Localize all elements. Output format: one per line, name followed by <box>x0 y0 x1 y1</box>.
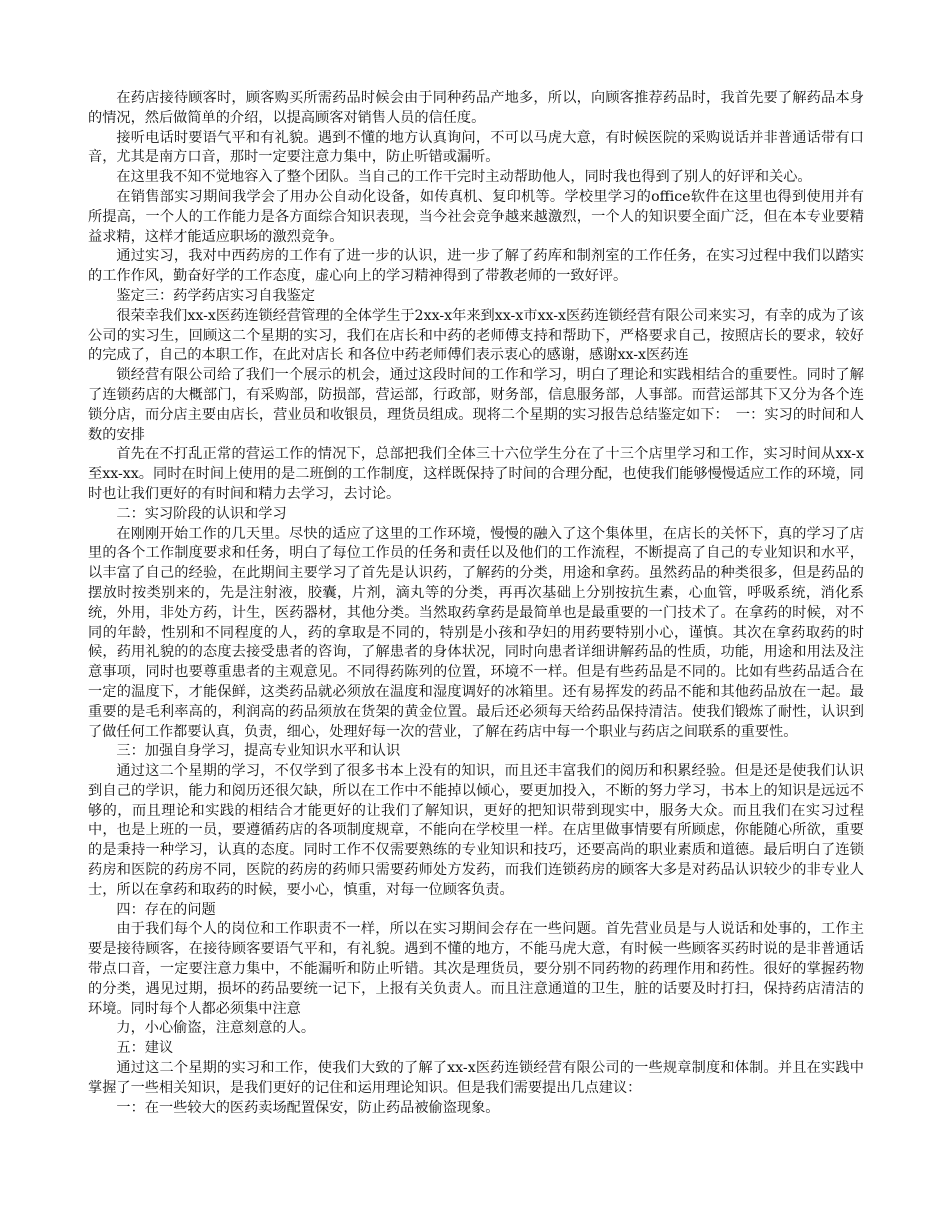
paragraph-practice-summary: 通过实习，我对中西药房的工作有了进一步的认识，进一步了解了药库和制剂室的工作任务，在实习过程中我们以踏实的工作作风，勤奋好学的工作态度，虚心向上的学习精神得到了带教老师的一致好评。 <box>88 248 864 285</box>
paragraph-schedule: 首先在不打乱正常的营运工作的情况下，总部把我们全体三十六位学生分在了十三个店里学习和工作，实习时间从xx-x至xx-xx。同时在时间上使用的是二班倒的工作制度，这样既保持了时间的合理分配，也使我们能够慢慢适应工作的环境，同时也让我们更好的有时间和精力去学习，去讨论。 <box>88 446 864 502</box>
paragraph-suggestion-one: 一：在一些较大的医药卖场配置保安，防止药品被偷盗现象。 <box>116 1099 500 1116</box>
section-heading-two: 二：实习阶段的认识和学习 <box>116 505 287 522</box>
paragraph-office: 在销售部实习期间我学会了用办公自动化设备，如传真机、复印机等。学校里学习的office软件在这里也得到使用并有所提高，一个人的工作能力是各方面综合知识表现，当今社会竞争越来越激烈，一个人的知识要全面广泛，但在本专业要精益求精，这样才能适应职场的激烈竞争。 <box>88 188 864 245</box>
paragraph-suggestions: 通过这二个星期的实习和工作，使我们大致的了解了xx-x医药连锁经营有限公司的一些规章制度和体制。并且在实践中掌握了一些相关知识，是我们更好的记住和运用理论知识。但是我们需要提出几点建议： <box>88 1060 864 1096</box>
paragraph-learning: 在刚刚开始工作的几天里。尽快的适应了这里的工作环境，慢慢的融入了这个集体里，在店长的关怀下，真的学习了店里的各个工作制度要求和任务，明白了每位工作员的任务和责任以及他们的工作流程，不断提高了自己的专业知识和水平，以丰富了自己的经验，在此期间主要学习了首先是认识药，了解药的分类，用途和拿药。虽然药品的种类很多，但是药品的摆放时按类别来的，先是注射液，胶囊，片剂，滴丸等的分类，再再次基础上分别按抗生素，心血管，呼吸系统，消化系统，外用，非处方药，计生，医药器材，其他分类。当然取药拿药是最简单也是最重要的一门技术了。在拿药的时候，对不同的年龄，性别和不同程度的人，药的拿取是不同的，特别是小孩和孕妇的用药要特别小心，谨慎。其次在拿药取药的时候，药用礼貌的的态度去接受患者的咨询，了解患者的身体状况，同时向患者详细讲解药品的性质，功能，用途和用法及注意事项，同时也要尊重患者的主观意见。不同得药陈列的位置，环境不一样。但是有些药品是不同的。比如有些药品适合在一定的温度下，才能保鲜，这类药品就必须放在温度和湿度调好的冰箱里。还有易挥发的药品不能和其他药品放在一起。最重要的是毛利率高的，利润高的药品须放在货架的黄金位置。最后还必须每天给药品保持清洁。使我们锻炼了耐性，认识到了做任何工作都要认真，负责，细心，处理好每一次的营业，了解在药店中每一个职业与药店之间联系的重要性。 <box>88 525 864 740</box>
paragraph-phone: 接听电话时要语气平和有礼貌。遇到不懂的地方认真询问，不可以马虎大意，有时候医院的采购说话并非普通话带有口音，尤其是南方口音，那时一定要注意力集中，防止听错或漏听。 <box>88 129 864 166</box>
paragraph-problems-cont: 力，小心偷盗，注意刻意的人。 <box>116 1020 316 1037</box>
section-heading-appraisal-three: 鉴定三：药学药店实习自我鉴定 <box>116 287 316 304</box>
paragraph-company: 锁经营有限公司给了我们一个展示的机会，通过这段时间的工作和学习，明白了理论和实践相结合的重要性。同时了解了连锁药店的大概部门，有采购部，防损部，营运部，行政部，财务部，信息服务部，人事部。而营运部其下又分为各个连锁分店，而分店主要由店长，营业员和收银员，理货员组成。现将二个星期的实习报告总结鉴定如下： 一：实习的时间和人数的安排 <box>88 367 864 443</box>
paragraph-honor: 很荣幸我们xx-x医药连锁经营管理的全体学生于2xx-x年来到xx-x市xx-x医药连锁经营有限公司来实习，有幸的成为了该公司的实习生，回顾这二个星期的实习，我们在店长和中药的老师傅支持和帮助下，严格要求自己，按照店长的要求，较好的完成了，自己的本职工作，在此对店长 和各位中药老师傅们表示衷心的感谢，感谢xx-x医药连 <box>88 307 864 364</box>
section-heading-three: 三：加强自身学习，提高专业知识水平和认识 <box>116 743 401 760</box>
paragraph-problems: 由于我们每个人的岗位和工作职责不一样，所以在实习期间会存在一些问题。首先营业员是与人说话和处事的，工作主要是接待顾客，在接待顾客要语气平和，有礼貌。遇到不懂的地方，不能马虎大意，有时候一些顾客买药时说的是非普通话带点口音，一定要注意力集中，不能漏听和防止听错。其次是理货员，要分别不同药物的药理作用和药性。很好的掌握药物的分类，遇见过期，损坏的药品要统一记下，上报有关负责人。而且注意通道的卫生，脏的话要及时打扫，保持药店清洁的环境。同时每个人都必须集中注意 <box>88 921 864 1017</box>
section-heading-five: 五：建议 <box>116 1040 174 1057</box>
paragraph-reception: 在药店接待顾客时，顾客购买所需药品时候会由于同种药品产地多，所以，向顾客推荐药品时，我首先要了解药品本身的情况，然后做简单的介绍，以提高顾客对销售人员的信任度。 <box>88 90 864 126</box>
document-body <box>88 89 864 1118</box>
section-heading-four: 四：存在的问题 <box>116 901 216 918</box>
paragraph-self-study: 通过这二个星期的学习，不仅学到了很多书本上没有的知识，而且还丰富我们的阅历和积累经验。但是还是使我们认识到自己的学识，能力和阅历还很欠缺，所以在工作中不能掉以倾心，要更加投入，不断的努力学习，书本上的知识是远远不够的，而且理论和实践的相结合才能更好的让我们了解知识，更好的把知识带到现实中，服务大众。而且我们在实习过程中，也是上班的一员，要遵循药店的各项制度规章，不能向在学校里一样。在店里做事情要有所顾虑，你能随心所欲，重要的是秉持一种学习，认真的态度。同时工作不仅需要熟练的专业知识和技巧，还要高尚的职业素质和道德。最后明白了连锁药房和医院的药房不同，医院的药房的药师只需要药师处方发药，而我们连锁药房的顾客大多是对药品认识较少的非专业人士，所以在拿药和取药的时候，要小心，慎重，对每一位顾客负责。 <box>88 763 864 898</box>
paragraph-team: 在这里我不知不觉地容入了整个团队。当自己的工作干完时主动帮助他人，同时我也得到了别人的好评和关心。 <box>116 169 812 186</box>
